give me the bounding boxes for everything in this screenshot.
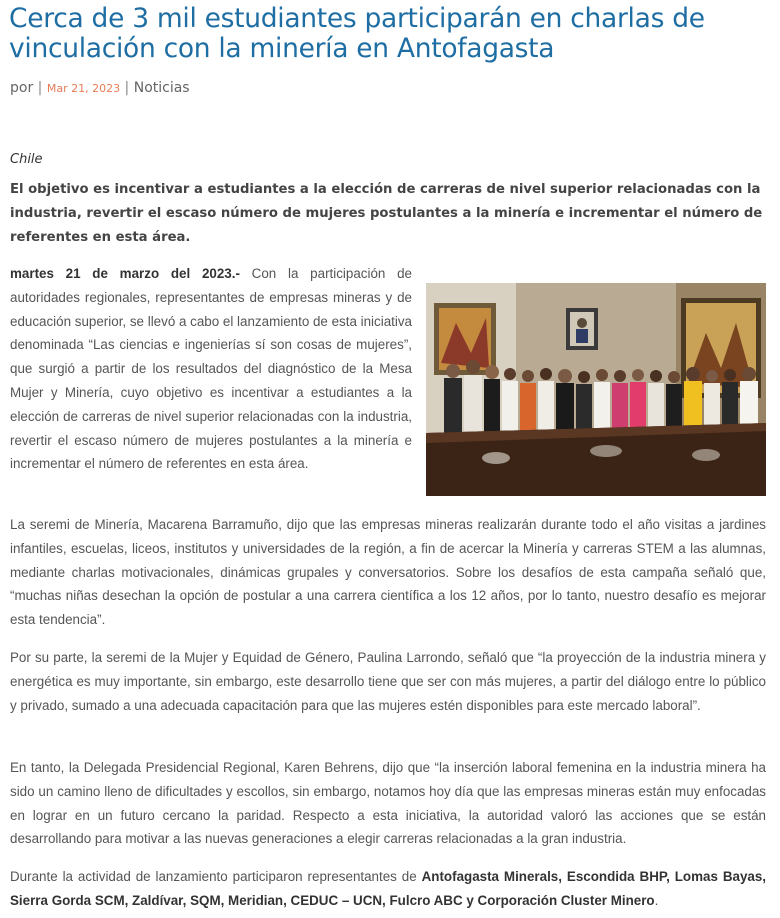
article-lead: El objetivo es incentivar a estudiantes a la elección de carreras de nivel superior relacionadas con la industria, revertir el escaso número de mujeres postulantes a la minería e incrementar el número de referentes en esta área. xyxy=(10,182,763,245)
paragraph-1-body: Con la participación de autoridades regionales, representantes de empresas mineras y de educación superior, se llevó a cabo el lanzamiento de esta iniciativa denominada “Las ciencias e ingenierías sí son cosas de mujeres”, que surgió a partir de los resultados del diagnóstico de la Mesa Mujer y Minería, cuyo objetivo es incentivar a estudiantes a la elección de carreras de nivel superior relacionadas con la industria, revertir el escaso número de mujeres postulantes a la minería e incrementar el número de referentes en esta área. xyxy=(10,266,412,472)
meta-separator: | xyxy=(124,80,130,96)
paragraph-5-start: Durante la actividad de lanzamiento participaron representantes de xyxy=(10,869,422,884)
group-photo-image xyxy=(426,283,766,496)
country-label: Chile xyxy=(10,152,43,167)
meta-date: Mar 21, 2023 xyxy=(46,82,121,95)
article-title: Cerca de 3 mil estudiantes participarán en charlas de vinculación con la minería en Antofagasta xyxy=(9,3,705,64)
paragraph-5-end: . xyxy=(654,892,659,908)
paragraph-1 xyxy=(10,262,412,476)
meta-category-link[interactable]: Noticias xyxy=(133,80,190,96)
paragraph-4: En tanto, la Delegada Presidencial Regional, Karen Behrens, dijo que “la inserción laboral femenina en la industria minera ha sido un camino lleno de dificultades y escollos, sin embargo, notamos hoy día que las empresas mineras están muy enfocadas en lograr en un futuro cercano la paridad. Respecto a esta iniciativa, la autoridad valoró las acciones que se están desarrollando para motivar a las nuevas generaciones a elegir carreras relacionadas a la gran industria. xyxy=(10,760,766,847)
paragraph-3: Por su parte, la seremi de la Mujer y Equidad de Género, Paulina Larrondo, señaló que “la proyección de la industria minera y energética es muy importante, sin embargo, este desarrollo tiene que ser con más mujeres, a partir del diálogo entre lo público y privado, sumado a una adecuada capacitación para que las mujeres estén disponibles para este mercado laboral”. xyxy=(10,650,766,713)
participating-companies: Antofagasta Minerals, Escondida BHP, Lomas Bayas, Sierra Gorda SCM, Zaldívar, SQM, Meridian, CEDUC – UCN, Fulcro ABC y Corporación Cluster Minero xyxy=(10,869,766,908)
post-meta xyxy=(10,80,190,96)
paragraph-5 xyxy=(10,865,766,913)
meta-author-prefix: por xyxy=(10,80,34,96)
dateline: martes 21 de marzo del 2023.- xyxy=(10,266,240,281)
group-photo xyxy=(426,283,766,496)
meta-separator: | xyxy=(37,80,43,96)
paragraph-2: La seremi de Minería, Macarena Barramuño, dijo que las empresas mineras realizarán durante todo el año visitas a jardines infantiles, escuelas, liceos, institutos y universidades de la región, a fin de acercar la Minería y carreras STEM a las alumnas, mediante charlas motivacionales, dinámicas grupales y conversatorios. Sobre los desafíos de esta campaña señaló que, “muchas niñas desechan la opción de postular a una carrera científica a los 12 años, por lo tanto, nuestro desafío es mejorar esta tendencia”. xyxy=(10,517,766,628)
